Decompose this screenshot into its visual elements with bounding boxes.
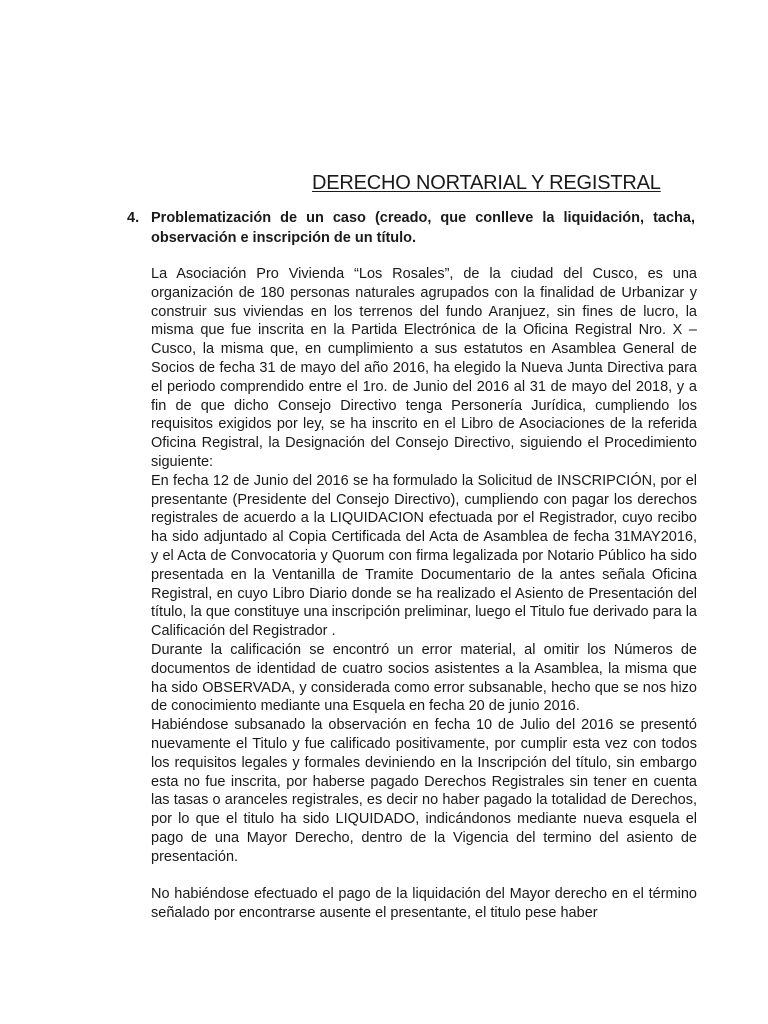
paragraph: En fecha 12 de Junio del 2016 se ha formulado la Solicitud de INSCRIPCIÓN, por el presentante (Presidente del Consejo Directivo), cumpliendo con pagar los derechos registrales de acuerdo a la LIQUIDACION efectuada por el Registrador, cuyo recibo ha sido adjuntado al Copia Certificada del Acta de Asamblea de fecha 31MAY2016, y el Acta de Convocatoria y Quorum con firma legalizada por Notario Público ha sido presentada en la Ventanilla de Tramite Documentario de la antes señala Oficina Registral, en cuyo Libro Diario donde se ha realizado el Asiento de Presentación del título, la que constituye una inscripción preliminar, luego el Titulo fue derivado para la Calificación del Registrador . — [151, 472, 697, 640]
paragraph: Durante la calificación se encontró un error material, al omitir los Números de documentos de identidad de cuatro socios asistentes a la Asamblea, la misma que ha sido OBSERVADA, y considerada como error subsanable, hecho que se nos hizo de conocimiento mediante una Esquela en fecha 20 de junio 2016. — [151, 641, 697, 715]
document-title: DERECHO NORTARIAL Y REGISTRAL — [312, 172, 661, 194]
document-body — [151, 265, 697, 923]
paragraph: La Asociación Pro Vivienda “Los Rosales”, de la ciudad del Cusco, es una organización de 180 personas naturales agrupados con la finalidad de Urbanizar y construir sus viviendas en los terrenos del fundo Aranjuez, sin fines de lucro, la misma que fue inscrita en la Partida Electrónica de la Oficina Registral Nro. X – Cusco, la misma que, en cumplimiento a sus estatutos en Asamblea General de Socios de fecha 31 de mayo del año 2016, ha elegido la Nueva Junta Directiva para el periodo comprendido entre el 1ro. de Junio del 2016 al 31 de mayo del 2018, y a fin de que dicho Consejo Directivo tenga Personería Jurídica, cumpliendo los requisitos exigidos por ley, se ha inscrito en el Libro de Asociaciones de la referida Oficina Registral, la Designación del Consejo Directivo, siguiendo el Procedimiento siguiente: — [151, 266, 697, 470]
question-number: 4. — [127, 210, 140, 226]
paragraph: Habiéndose subsanado la observación en fecha 10 de Julio del 2016 se presentó nuevamente el Titulo y fue calificado positivamente, por cumplir esta vez con todos los requisitos legales y formales deviniendo en la Inscripción del título, sin embargo esta no fue inscrita, por haberse pagado Derechos Registrales sin tener en cuenta las tasas o aranceles registrales, es decir no haber pagado la totalidad de Derechos, por lo que el titulo ha sido LIQUIDADO, indicándonos mediante nueva esquela el pago de una Mayor Derecho, dentro de la Vigencia del termino del asiento de presentación. — [151, 717, 697, 865]
paragraph: No habiéndose efectuado el pago de la liquidación del Mayor derecho en el término señalado por encontrarse ausente el presentante, el titulo pese haber — [151, 886, 697, 922]
question-heading: Problematización de un caso (creado, que conlleve la liquidación, tacha, observación e inscripción de un título. — [151, 210, 695, 246]
